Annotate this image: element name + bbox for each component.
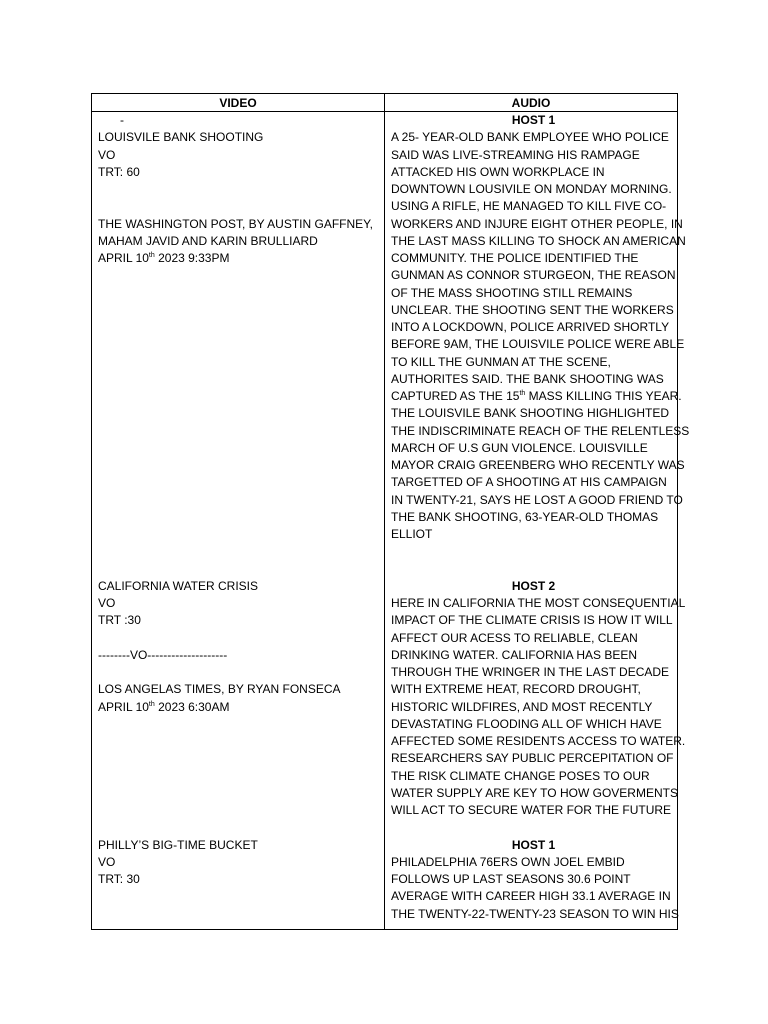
copy-line: AFFECTED SOME RESIDENTS ACCESS TO WATER. (391, 734, 686, 748)
copy-line: THE TWENTY-22-TWENTY-23 SEASON TO WIN HIS (391, 906, 679, 921)
story2-source: LOS ANGELAS TIMES, BY RYAN FONSECA (98, 682, 341, 697)
story3-copy (391, 854, 679, 923)
copy-line: TARGETTED OF A SHOOTING AT HIS CAMPAIGN (391, 475, 667, 490)
story3-host: HOST 1 (511, 837, 556, 852)
copy-line: ATTACKED HIS OWN WORKPLACE IN (391, 164, 605, 179)
copy-line: OF THE MASS SHOOTING STILL REMAINS (391, 285, 633, 300)
copy-line: TO KILL THE GUNMAN AT THE SCENE, (391, 354, 611, 369)
story3-slug: PHILLY’S BIG-TIME BUCKET (98, 837, 258, 852)
copy-line: CAPTURED AS THE 15th MASS KILLING THIS YEAR. (391, 389, 682, 403)
copy-line: DRINKING WATER. CALIFORNIA HAS BEEN (391, 647, 638, 662)
story1-date: APRIL 10th 2023 9:33PM (98, 251, 230, 265)
copy-line: IN TWENTY-21, SAYS HE LOST A GOOD FRIEND TO (391, 492, 683, 507)
story2-format: VO (98, 596, 116, 610)
story1-trt: TRT: 60 (98, 164, 140, 179)
story1-host: HOST 1 (511, 113, 556, 127)
copy-line: HISTORIC WILDFIRES, AND MOST RECENTLY (391, 699, 653, 714)
copy-line: AVERAGE WITH CAREER HIGH 33.1 AVERAGE IN (391, 889, 671, 904)
copy-line: FOLLOWS UP LAST SEASONS 30.6 POINT (391, 872, 631, 886)
copy-line: IMPACT OF THE CLIMATE CRISIS IS HOW IT WILL (391, 613, 673, 628)
column-divider (384, 94, 385, 929)
story1-source-line1: THE WASHINGTON POST, BY AUSTIN GAFFNEY, (98, 216, 373, 231)
copy-line: RESEARCHERS SAY PUBLIC PERCEPITATION OF (391, 751, 674, 766)
copy-line: MAYOR CRAIG GREENBERG WHO RECENTLY WAS (391, 458, 685, 472)
copy-line: THE RISK CLIMATE CHANGE POSES TO OUR (391, 768, 650, 783)
story3-format: VO (98, 854, 116, 869)
audio-column (391, 112, 690, 923)
copy-line: WORKERS AND INJURE EIGHT OTHER PEOPLE, IN (391, 216, 683, 231)
copy-line: MARCH OF U.S GUN VIOLENCE. LOUISVILLE (391, 440, 648, 455)
story1-source-line2: MAHAM JAVID AND KARIN BRULLIARD (98, 233, 318, 248)
story2-host: HOST 2 (511, 578, 556, 593)
story2-date: APRIL 10th 2023 6:30AM (98, 699, 230, 714)
copy-line: UNCLEAR. THE SHOOTING SENT THE WORKERS (391, 302, 674, 317)
copy-line: WATER SUPPLY ARE KEY TO HOW GOVERMENTS (391, 785, 678, 800)
copy-line: HERE IN CALIFORNIA THE MOST CONSEQUENTIAL (391, 596, 686, 610)
story1-copy (391, 129, 690, 543)
copy-line: A 25- YEAR-OLD BANK EMPLOYEE WHO POLICE (391, 130, 669, 145)
copy-line: USING A RIFLE, HE MANAGED TO KILL FIVE CO- (391, 199, 667, 214)
copy-line: THE BANK SHOOTING, 63-YEAR-OLD THOMAS (391, 509, 659, 524)
story3-trt: TRT: 30 (98, 872, 140, 886)
copy-line: AFFECT OUR ACESS TO RELIABLE, CLEAN (391, 630, 638, 645)
story2-trt: TRT :30 (98, 613, 141, 628)
copy-line: WILL ACT TO SECURE WATER FOR THE FUTURE (391, 803, 672, 817)
copy-line: THE LOUISVILE BANK SHOOTING HIGHLIGHTED (391, 406, 670, 421)
copy-line: INTO A LOCKDOWN, POLICE ARRIVED SHORTLY (391, 320, 670, 334)
story1-format: VO (98, 147, 116, 162)
copy-line: SAID WAS LIVE-STREAMING HIS RAMPAGE (391, 147, 640, 162)
story2-slug: CALIFORNIA WATER CRISIS (98, 578, 259, 593)
story2-vo-divider: --------VO-------------------- (98, 647, 228, 662)
copy-line: DOWNTOWN LOUSIVILE ON MONDAY MORNING. (391, 182, 672, 196)
copy-line: THE INDISCRIMINATE REACH OF THE RELENTLESS (391, 423, 690, 438)
script-table (91, 93, 690, 930)
copy-line: ELLIOT (391, 527, 433, 541)
copy-line: BEFORE 9AM, THE LOUISVILE POLICE WERE ABLE (391, 337, 685, 352)
video-column-header: VIDEO (219, 96, 257, 110)
copy-line: WITH EXTREME HEAT, RECORD DROUGHT, (391, 682, 641, 697)
copy-line: COMMUNITY. THE POLICE IDENTIFIED THE (391, 251, 639, 265)
story1-slug: LOUISVILE BANK SHOOTING (98, 130, 264, 145)
story2-copy (391, 595, 686, 819)
copy-line: GUNMAN AS CONNOR STURGEON, THE REASON (391, 268, 676, 283)
video-dash: - (120, 113, 124, 127)
copy-line: THROUGH THE WRINGER IN THE LAST DECADE (391, 665, 670, 679)
audio-column-header: AUDIO (511, 96, 551, 110)
copy-line: THE LAST MASS KILLING TO SHOCK AN AMERICAN (391, 233, 686, 248)
copy-line: PHILADELPHIA 76ERS OWN JOEL EMBID (391, 854, 625, 869)
copy-line: AUTHORITES SAID. THE BANK SHOOTING WAS (391, 371, 664, 386)
copy-line: DEVASTATING FLOODING ALL OF WHICH HAVE (391, 716, 662, 731)
video-column (98, 112, 380, 888)
